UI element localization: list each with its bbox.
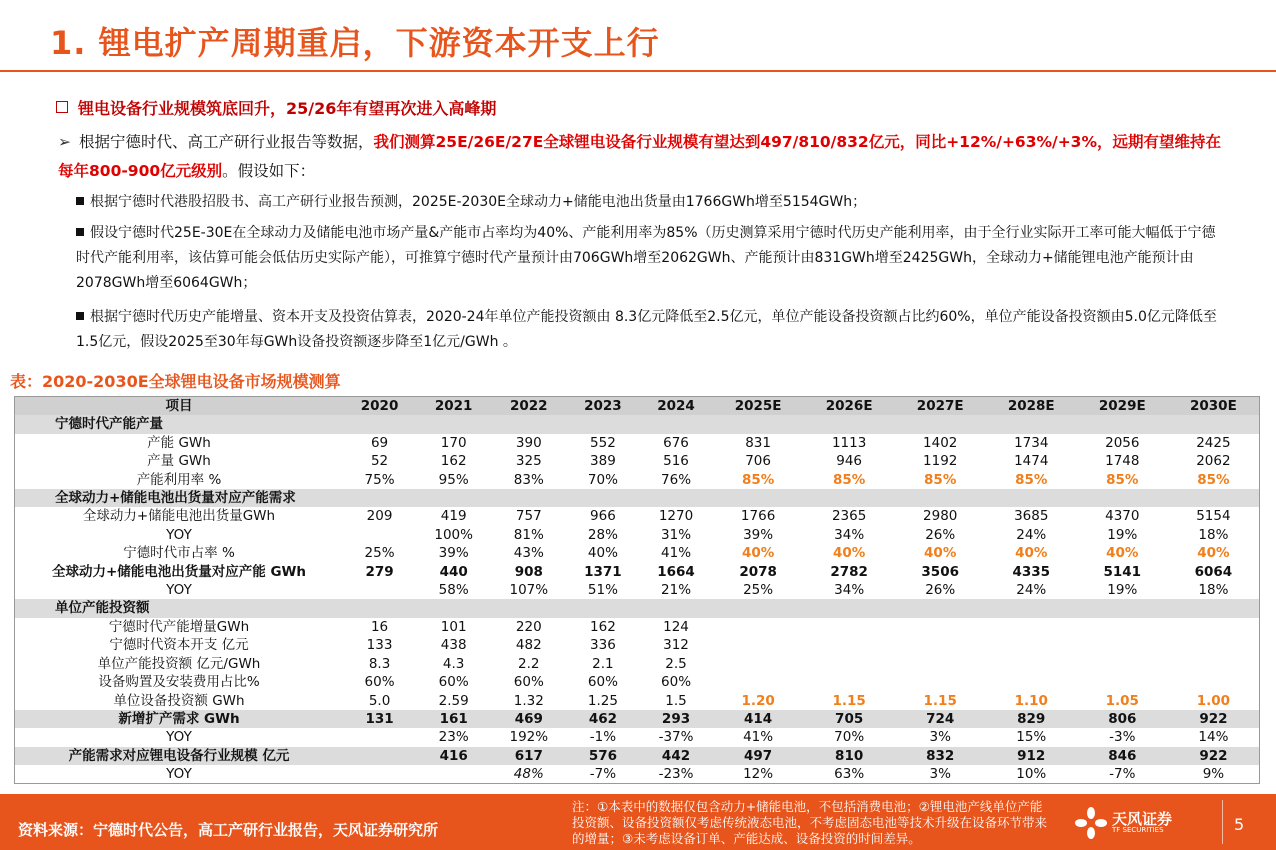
page-number-divider <box>1222 800 1223 844</box>
table-cell <box>804 673 895 691</box>
table-row <box>15 765 1259 783</box>
assumption-text: 假设宁德时代25E-30E在全球动力及储能电池市场产量&产能市占率均为40%、产能利用率为85%（历史测算采用宁德时代历史产能利用率，由于全行业实际开工率可能大幅低于宁德时代产能利用率，该估算可能会低估历史实际产能），可推算宁德时代产量预计由706GWh增至2062GWh、产能预计由831GWh增至2425GWh，全球动力+储能锂电池产能预计由2078GWh增至6064GWh； <box>76 225 1216 291</box>
table-cell <box>1077 618 1168 636</box>
table-cell: 5141 <box>1103 563 1142 580</box>
square-bullet-icon <box>56 101 68 113</box>
table-cell: 40% <box>1015 545 1048 562</box>
table-cell: 170 <box>440 434 467 451</box>
table-cell: 325 <box>515 453 542 470</box>
table-cell: 1.5 <box>665 692 687 709</box>
table-row <box>15 544 1259 562</box>
table-cell: 107% <box>509 582 549 599</box>
table-cell <box>895 636 986 654</box>
table-cell: 69 <box>370 434 389 451</box>
table-cell: 63% <box>834 766 865 783</box>
table-cell <box>343 765 416 783</box>
table-row <box>15 728 1259 746</box>
table-cell: 31% <box>661 526 692 543</box>
table-cell: 40% <box>1197 545 1230 562</box>
table-cell: 85% <box>741 471 775 488</box>
table-row <box>15 692 1259 710</box>
table-header-row <box>15 397 1259 415</box>
table-cell: 70% <box>587 471 618 488</box>
table-cell <box>804 636 895 654</box>
table-cell: 4.3 <box>442 655 465 672</box>
header-item: 项目 <box>15 397 343 415</box>
table-cell: 220 <box>515 618 542 635</box>
table-cell <box>1168 636 1259 654</box>
table-cell <box>1077 673 1168 691</box>
table-cell: 48% <box>513 766 544 783</box>
table-cell: 10% <box>1016 766 1047 783</box>
header-year: 2027E <box>895 397 986 415</box>
table-cell: 1.32 <box>513 692 544 709</box>
table-cell: 2782 <box>830 563 868 580</box>
table-cell: 58% <box>438 582 469 599</box>
table-cell: 3% <box>929 729 951 746</box>
arrow-bullet-icon: ➢ <box>58 133 71 151</box>
table-cell: 442 <box>639 747 712 765</box>
table-cell: 390 <box>515 434 542 451</box>
table-cell: 83% <box>513 471 544 488</box>
table-cell: 482 <box>515 637 542 654</box>
header-year: 2025E <box>713 397 804 415</box>
row-label: 全球动力+储能电池出货量对应产能 GWh <box>51 563 307 580</box>
table-cell: 440 <box>439 563 468 580</box>
table-cell: 1371 <box>584 563 622 580</box>
table-row <box>15 563 1259 581</box>
section-label: 宁德时代产能产量 <box>15 415 1259 433</box>
table-cell: 25% <box>364 545 395 562</box>
table-cell: 1766 <box>740 508 776 525</box>
logo-subtitle: TF SECURITIES <box>1112 826 1164 834</box>
table-cell: 162 <box>590 618 616 635</box>
header-year: 2020 <box>343 397 416 415</box>
table-cell: 41% <box>743 729 774 746</box>
company-logo <box>1074 806 1173 844</box>
title-divider <box>0 70 1276 72</box>
table-cell: 576 <box>566 747 639 765</box>
footnote: 注：①本表中的数据仅包含动力+储能电池，不包括消费电池；②锂电池产线单位产能投资额、设备投资额仅考虑传统液态电池，不考虑固态电池等技术升级在设备环节带来的增量；③未考虑设备订单、产能达成、设备投资的时间差异。 <box>572 799 1048 846</box>
table-cell <box>1168 655 1259 673</box>
table-cell: 810 <box>804 747 895 765</box>
flower-logo-icon <box>1074 806 1108 840</box>
table-cell: 60% <box>587 674 618 691</box>
header-year: 2028E <box>986 397 1077 415</box>
table-cell: 806 <box>1077 710 1168 728</box>
table-cell: 19% <box>1107 582 1138 599</box>
table-cell: 12% <box>743 766 774 783</box>
table-cell: 101 <box>440 618 467 635</box>
table-cell: 705 <box>804 710 895 728</box>
header-year: 2022 <box>491 397 566 415</box>
table-cell: 946 <box>836 453 863 470</box>
table-cell: 293 <box>639 710 712 728</box>
table-cell: 2056 <box>1105 434 1140 451</box>
table-cell <box>804 655 895 673</box>
section-row <box>15 489 1259 507</box>
table-cell: -37% <box>658 729 694 746</box>
row-label: 全球动力+储能电池出货量GWh <box>82 508 276 525</box>
table-row <box>15 636 1259 654</box>
table-cell: 831 <box>745 434 771 451</box>
table-cell <box>986 673 1077 691</box>
table-cell: 70% <box>834 729 865 746</box>
table-cell: 28% <box>587 526 618 543</box>
market-size-table <box>14 396 1260 784</box>
table-cell <box>804 618 895 636</box>
table-cell <box>895 618 986 636</box>
table-cell: 1402 <box>923 434 958 451</box>
table-cell: 1.20 <box>741 692 775 709</box>
header-year: 2026E <box>804 397 895 415</box>
table-cell: 192% <box>509 729 549 746</box>
table-cell: 95% <box>438 471 469 488</box>
table-cell <box>1077 655 1168 673</box>
row-label: 产能 GWh <box>147 434 211 451</box>
table-cell: 552 <box>590 434 616 451</box>
table-cell: 2078 <box>739 563 777 580</box>
table-cell <box>416 765 491 783</box>
row-label: 设备购置及安装费用占比% <box>98 674 260 691</box>
para-intro: 根据宁德时代、高工产研行业报告等数据， <box>79 133 374 151</box>
table-cell: 51% <box>587 582 618 599</box>
header-year: 2023 <box>566 397 639 415</box>
row-label: 宁德时代市占率 % <box>123 545 235 562</box>
table-cell: 2.59 <box>438 692 469 709</box>
table-row <box>15 655 1259 673</box>
square-bullet-icon <box>76 197 84 205</box>
table-cell <box>895 655 986 673</box>
summary-paragraph <box>58 128 1228 186</box>
table-row <box>15 471 1259 489</box>
table-cell: 3685 <box>1014 508 1049 525</box>
table-cell: 832 <box>895 747 986 765</box>
table-row <box>15 747 1259 765</box>
table-cell: 4370 <box>1105 508 1140 525</box>
table-cell: 617 <box>491 747 566 765</box>
table-cell: 40% <box>1106 545 1139 562</box>
section-row <box>15 415 1259 433</box>
row-label: 宁德时代资本开支 亿元 <box>109 637 249 654</box>
para-highlight: 我们测算25E/26E/27E全球锂电设备行业规模有望达到497/810/832亿元，同比+12%/+63%/+3%，远期有望维持在每年800-900亿元级别 <box>58 133 1222 180</box>
table-cell <box>343 526 416 544</box>
table-cell <box>986 636 1077 654</box>
logo-name: 天风证券 <box>1112 810 1173 828</box>
table-cell: 966 <box>590 508 616 525</box>
table-cell: 100% <box>434 526 473 543</box>
section-label: 单位产能投资额 <box>15 599 1259 617</box>
table-body <box>15 415 1259 783</box>
row-label: 宁德时代产能增量GWh <box>108 618 250 635</box>
table-cell: 706 <box>745 453 771 470</box>
table-cell: 75% <box>364 471 395 488</box>
table-cell: 1.10 <box>1014 692 1048 709</box>
table-cell: 81% <box>513 526 544 543</box>
table-cell: 5.0 <box>368 692 391 709</box>
header-year: 2030E <box>1168 397 1259 415</box>
table-cell: 724 <box>895 710 986 728</box>
row-label: 产能利用率 % <box>136 471 222 488</box>
row-label: 单位设备投资额 GWh <box>113 692 245 709</box>
table-cell: 41% <box>661 545 692 562</box>
table-cell: 389 <box>590 453 616 470</box>
table-cell: 336 <box>590 637 616 654</box>
table-cell: 922 <box>1168 710 1259 728</box>
table-cell: 85% <box>1015 471 1048 488</box>
assumption-bullet <box>76 221 1226 296</box>
table-cell: 133 <box>366 637 393 654</box>
table-cell: -7% <box>1109 766 1136 783</box>
table-cell: 846 <box>1077 747 1168 765</box>
table-cell: -1% <box>589 729 617 746</box>
square-bullet-icon <box>76 312 84 320</box>
table-cell: 85% <box>924 471 957 488</box>
table-cell: 279 <box>365 563 394 580</box>
table-cell: 40% <box>832 545 866 562</box>
table-cell: 24% <box>1016 526 1047 543</box>
table-cell: 161 <box>416 710 491 728</box>
table-cell: 60% <box>438 674 469 691</box>
table-cell: 24% <box>1016 582 1047 599</box>
table-cell: 2980 <box>923 508 958 525</box>
table-cell: 5154 <box>1196 508 1231 525</box>
table-cell: 52 <box>370 453 389 470</box>
table-row <box>15 581 1259 599</box>
page-title: 1. 锂电扩产周期重启，下游资本开支上行 <box>50 24 660 62</box>
table-cell: 34% <box>834 526 865 543</box>
table-cell <box>1077 636 1168 654</box>
table-cell <box>1168 618 1259 636</box>
table-cell: 922 <box>1168 747 1259 765</box>
table-cell: 757 <box>515 508 542 525</box>
source-note: 资料来源：宁德时代公告，高工产研行业报告，天风证券研究所 <box>18 821 439 839</box>
section-heading <box>56 96 496 119</box>
table-row <box>15 618 1259 636</box>
section-heading-text: 锂电设备行业规模筑底回升，25/26年有望再次进入高峰期 <box>78 99 497 118</box>
header-year: 2021 <box>416 397 491 415</box>
table-cell: 14% <box>1198 729 1229 746</box>
square-bullet-icon <box>76 228 84 236</box>
table-cell: 1.15 <box>923 692 957 709</box>
table-cell: 829 <box>986 710 1077 728</box>
table-cell <box>986 655 1077 673</box>
table-cell: 676 <box>663 434 689 451</box>
table-row <box>15 526 1259 544</box>
table-cell: 462 <box>566 710 639 728</box>
assumption-text: 根据宁德时代历史产能增量、资本开支及投资估算表，2020-24年单位产能投资额由 8.3亿元降低至2.5亿元，单位产能设备投资额占比约60%，单位产能设备投资额由5.0亿元降低至1.5亿元，假设2025至30年每GWh设备投资额逐步降至1亿元/GWh 。 <box>76 309 1217 350</box>
table-cell: 1.00 <box>1196 692 1231 709</box>
assumption-bullet <box>76 190 1226 215</box>
row-label: 产量 GWh <box>147 453 211 470</box>
table-cell: 40% <box>587 545 618 562</box>
table-cell: 3% <box>929 766 951 783</box>
row-label: YOY <box>166 582 192 599</box>
table-cell: 131 <box>343 710 416 728</box>
table-cell: 1192 <box>923 453 958 470</box>
table-cell: 85% <box>1106 471 1139 488</box>
table-cell: 76% <box>661 471 692 488</box>
header-year: 2029E <box>1077 397 1168 415</box>
table-cell <box>895 673 986 691</box>
table-cell <box>1168 673 1259 691</box>
table-cell: 15% <box>1016 729 1047 746</box>
table-cell: 8.3 <box>368 655 391 672</box>
table-cell: 2365 <box>831 508 867 525</box>
table-cell: 4335 <box>1012 563 1051 580</box>
assumption-text: 根据宁德时代港股招股书、高工产研行业报告预测，2025E-2030E全球动力+储能电池出货量由1766GWh增至5154GWh； <box>90 194 867 210</box>
table-cell <box>713 636 804 654</box>
table-cell: 1.05 <box>1105 692 1139 709</box>
table-cell: 2062 <box>1196 453 1231 470</box>
row-label: 单位产能投资额 亿元/GWh <box>97 655 261 672</box>
table-cell: 209 <box>366 508 393 525</box>
table-cell: 416 <box>416 747 491 765</box>
row-label: YOY <box>166 526 192 543</box>
table-cell: 2.1 <box>592 655 614 672</box>
table-row <box>15 434 1259 452</box>
table-cell: 2.5 <box>665 655 687 672</box>
table-cell: -3% <box>1109 729 1136 746</box>
table-cell: 3506 <box>921 563 959 580</box>
table-cell: 1.25 <box>587 692 618 709</box>
table-row <box>15 710 1259 728</box>
table-cell: 9% <box>1202 766 1225 783</box>
table-cell <box>986 618 1077 636</box>
table-cell: 18% <box>1198 582 1229 599</box>
row-label: 新增扩产需求 GWh <box>15 710 343 728</box>
row-label: YOY <box>166 766 192 783</box>
section-label: 全球动力+储能电池出货量对应产能需求 <box>15 489 1259 507</box>
table-cell: 60% <box>364 674 395 691</box>
table-cell <box>713 673 804 691</box>
table-cell: 312 <box>663 637 689 654</box>
table-cell: -23% <box>658 766 694 783</box>
table-cell: 162 <box>440 453 467 470</box>
table-cell: 1113 <box>831 434 867 451</box>
table-cell: 908 <box>514 563 543 580</box>
table-cell: 43% <box>513 545 544 562</box>
table-cell: 40% <box>741 545 775 562</box>
table-row <box>15 452 1259 470</box>
table-row <box>15 507 1259 525</box>
row-label: YOY <box>166 729 192 746</box>
section-row <box>15 599 1259 617</box>
table-cell: 26% <box>925 526 956 543</box>
table-cell: 40% <box>924 545 957 562</box>
table-cell: 419 <box>440 508 467 525</box>
table-cell: 39% <box>438 545 469 562</box>
table-cell: 1474 <box>1014 453 1049 470</box>
table-cell: 414 <box>713 710 804 728</box>
table-cell: 2425 <box>1196 434 1231 451</box>
table-cell: 6064 <box>1194 563 1233 580</box>
table-cell: 39% <box>743 526 774 543</box>
assumption-bullet <box>76 305 1226 355</box>
table-cell: 497 <box>713 747 804 765</box>
table-cell: 60% <box>513 674 544 691</box>
table-cell: 1270 <box>658 508 694 525</box>
table-cell: 2.2 <box>518 655 540 672</box>
table-cell: 124 <box>663 618 689 635</box>
table-cell <box>343 728 416 746</box>
table-cell: 25% <box>743 582 774 599</box>
row-label: 产能需求对应锂电设备行业规模 亿元 <box>15 747 343 765</box>
header-year: 2024 <box>639 397 712 415</box>
table-cell: 26% <box>925 582 956 599</box>
table-cell: 85% <box>832 471 866 488</box>
table-cell: 516 <box>663 453 689 470</box>
table-cell <box>343 581 416 599</box>
page-number: 5 <box>1234 815 1245 834</box>
table-cell: 85% <box>1197 471 1230 488</box>
table-cell: -7% <box>589 766 617 783</box>
table-row <box>15 673 1259 691</box>
table-cell <box>343 747 416 765</box>
table-caption: 表：2020-2030E全球锂电设备市场规模测算 <box>10 372 341 391</box>
table-cell: 60% <box>661 674 692 691</box>
table-cell: 1.15 <box>832 692 866 709</box>
table-cell: 18% <box>1198 526 1229 543</box>
para-tail: 。假设如下： <box>222 162 316 180</box>
table-cell: 1734 <box>1014 434 1049 451</box>
table-cell: 21% <box>661 582 692 599</box>
table-cell: 34% <box>834 582 865 599</box>
table-cell: 1664 <box>657 563 695 580</box>
table-cell: 1748 <box>1105 453 1140 470</box>
table-cell: 469 <box>491 710 566 728</box>
table-cell <box>713 618 804 636</box>
table-cell: 23% <box>438 729 469 746</box>
table-cell: 19% <box>1107 526 1138 543</box>
table-cell: 16 <box>370 618 389 635</box>
table-cell: 912 <box>986 747 1077 765</box>
table-cell <box>713 655 804 673</box>
table-cell: 438 <box>440 637 467 654</box>
